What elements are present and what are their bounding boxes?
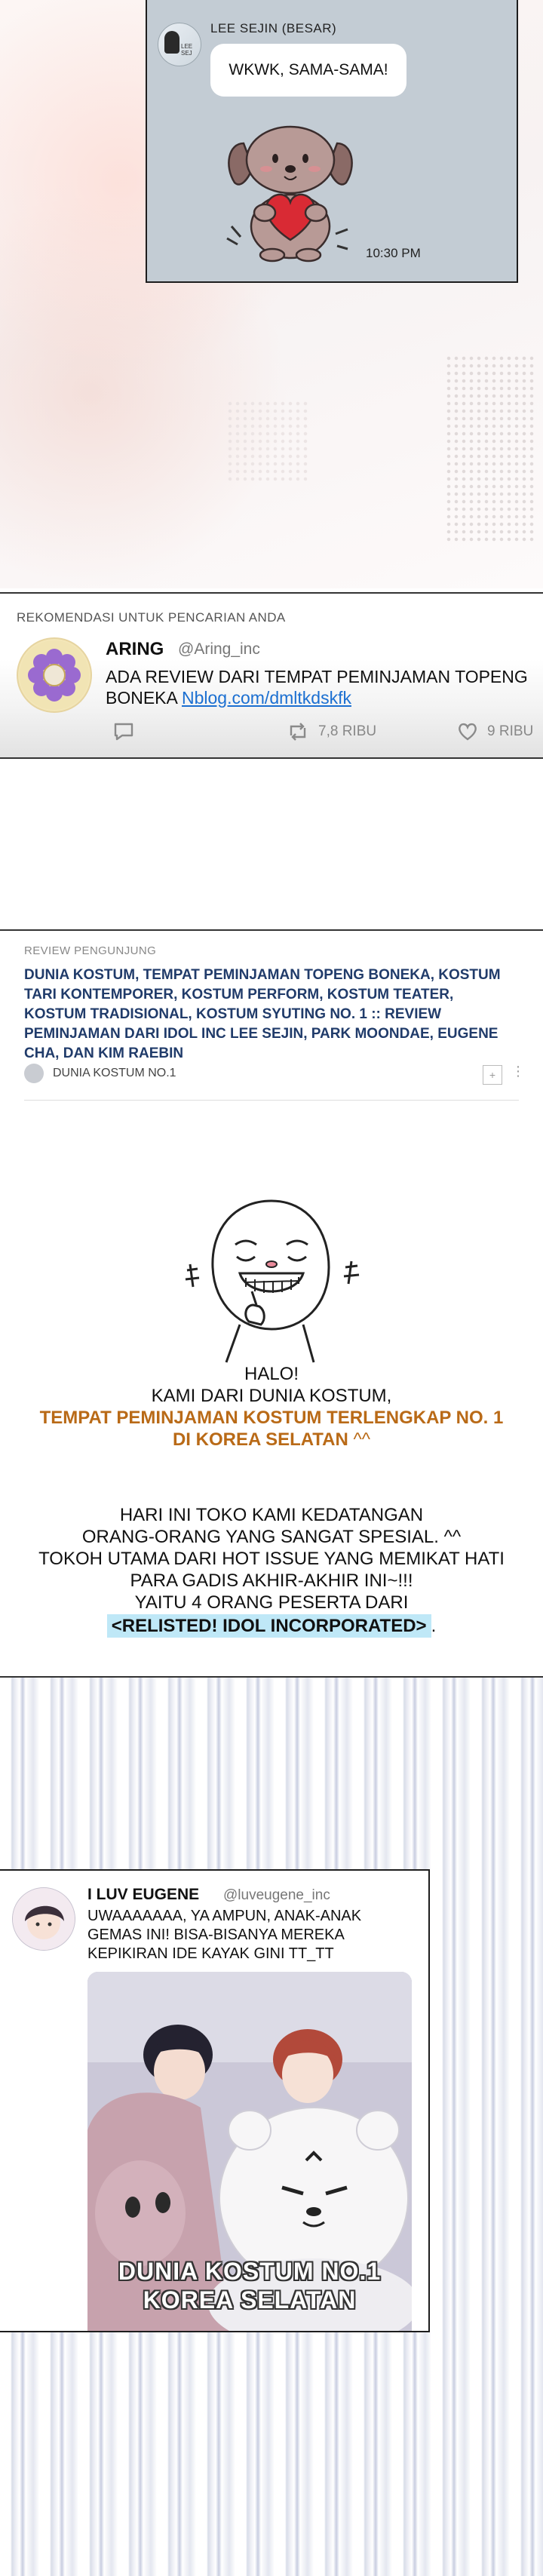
paragraph-line-2: ORANG-ORANG YANG SANGAT SPESIAL. ^^ (81, 1527, 462, 1547)
like-count: 9 RIBU (487, 723, 534, 739)
photo-caption-line-2: KOREA SELATAN (143, 2286, 357, 2313)
like-action[interactable] (457, 722, 533, 741)
add-button[interactable]: + (483, 1065, 502, 1085)
tweet-author-handle[interactable]: @luveugene_inc (223, 1887, 330, 1903)
recommendation-label: REKOMENDASI UNTUK PENCARIAN ANDA (17, 610, 286, 625)
message-timestamp: 10:30 PM (366, 246, 421, 260)
heart-icon (457, 722, 478, 741)
show-title-line (0, 1615, 543, 1637)
tweet-photo[interactable] (87, 1972, 412, 2331)
sender-name: LEE SEJIN (BESAR) (210, 21, 337, 35)
tweet-avatar[interactable] (12, 1887, 75, 1951)
greeting-highlight-2-tail: ^^ (348, 1429, 371, 1450)
recommendation-card (0, 592, 543, 759)
review-author[interactable]: DUNIA KOSTUM NO.1 (53, 1067, 176, 1079)
background-dot-pattern (445, 355, 535, 543)
greeting-highlight-1: TEMPAT PEMINJAMAN KOSTUM TERLENGKAP NO. 1 (39, 1408, 504, 1428)
avatar-tag: LEE SEJ (181, 43, 193, 57)
puppy-heart-sticker (222, 113, 358, 264)
account-name[interactable]: ARING (106, 639, 164, 659)
divider (0, 929, 543, 931)
chat-window (146, 0, 518, 283)
paragraph-line-4: PARA GADIS AKHIR-AKHIR INI~!!! (130, 1570, 413, 1591)
show-title-period: . (431, 1616, 437, 1636)
reply-action[interactable] (113, 722, 143, 741)
chat-panel (0, 0, 543, 588)
tweet-author-name[interactable]: I LUV EUGENE (87, 1886, 200, 1903)
photo-caption (87, 2257, 412, 2314)
retweet-icon (287, 722, 309, 741)
message-bubble (210, 44, 406, 97)
author-avatar (24, 1064, 44, 1083)
paragraph-line-3: TOKOH UTAMA DARI HOT ISSUE YANG MEMIKAT HATI (38, 1549, 505, 1569)
reply-icon (113, 722, 134, 741)
account-avatar[interactable] (17, 637, 92, 713)
greeting-hello: HALO! (244, 1364, 299, 1384)
review-section-label: REVIEW PENGUNJUNG (24, 944, 157, 957)
tweet-card[interactable] (0, 1869, 430, 2332)
tweet-text: UWAAAAAAA, YA AMPUN, ANAK-ANAK GEMAS INI! BISA-BISANYA MEREKA KEPIKIRAN IDE KAYAK GINI TT_TT (87, 1908, 362, 1962)
post-body: ADA REVIEW DARI TEMPAT PEMINJAMAN TOPENG BONEKA (106, 667, 528, 708)
post-link[interactable]: Nblog.com/dmltkdskfk (182, 688, 351, 708)
review-article-card[interactable] (0, 929, 543, 1125)
more-options-icon[interactable]: ⋮ (511, 1064, 525, 1079)
show-title: <RELISTED! IDOL INCORPORATED> (107, 1614, 431, 1638)
message-text: WKWK, SAMA-SAMA! (229, 61, 388, 78)
retweet-action[interactable] (287, 722, 376, 741)
account-handle[interactable]: @Aring_inc (178, 640, 260, 658)
background-dot-pattern-small (226, 400, 309, 483)
greeting-highlight-2 (0, 1429, 543, 1451)
review-title[interactable]: DUNIA KOSTUM, TEMPAT PEMINJAMAN TOPENG BONEKA, KOSTUM TARI KONTEMPORER, KOSTUM PERFORM, KOSTUM TEATER, KOSTUM TRADISIONAL, KOSTUM SYUTING NO. 1 :: REVIEW PEMINJAMAN DARI IDOL INC LEE SEJIN, PARK MOONDAE, EUGENE CHA, DAN KIM RAEBIN (24, 967, 501, 1061)
avatar-figure (164, 31, 179, 54)
paragraph-line-5: YAITU 4 ORANG PESERTA DARI (134, 1592, 409, 1613)
photo-caption-line-1: DUNIA KOSTUM NO.1 (118, 2258, 382, 2285)
paragraph-line-1: HARI INI TOKO KAMI KEDATANGAN (119, 1505, 424, 1525)
retweet-count: 7,8 RIBU (318, 723, 377, 739)
divider (24, 1100, 519, 1101)
mascot-illustration (181, 1192, 362, 1365)
greeting-intro: KAMI DARI DUNIA KOSTUM, (151, 1386, 392, 1406)
post-text (106, 666, 528, 708)
sender-avatar[interactable] (158, 23, 201, 66)
greeting-highlight-2-bold: DI KOREA SELATAN (172, 1429, 348, 1450)
